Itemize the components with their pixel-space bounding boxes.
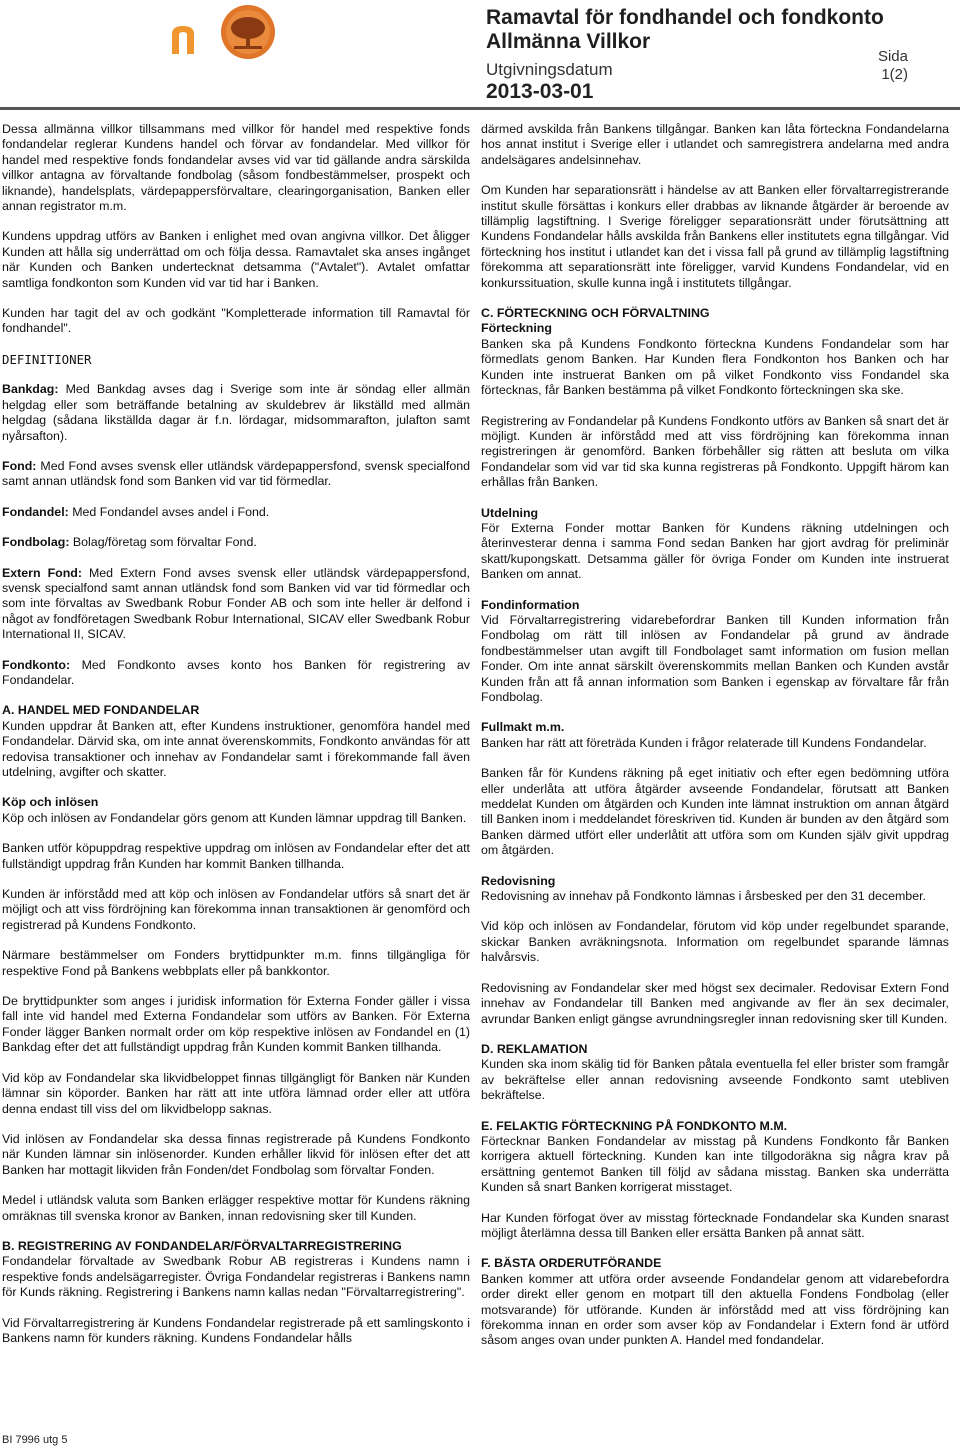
issue-date: 2013-03-01	[486, 80, 594, 103]
bank-n-logo-icon	[170, 24, 196, 54]
definition-term: Fondandel:	[2, 504, 69, 519]
utdelning-heading: Utdelning	[481, 505, 539, 520]
definition-text: Med Fond avses svensk eller utländsk värdepappersfond, svensk specialfond samt annan utländsk fond som Banken vid var tid förmedlar.	[2, 458, 470, 489]
section-b-paragraph: Vid Förvaltarregistrering är Kundens Fondandelar registrerade på ett samlingskonto i Bankens namn för kunders räkning. Kundens Fondandelar hålls	[2, 1315, 470, 1345]
definition-text: Med Fondkonto avses konto hos Banken för registrering av Fondandelar.	[2, 657, 470, 687]
right-column	[481, 122, 949, 1364]
fondinformation-paragraph: Vid Förvaltarregistrering vidarebefordrar Banken till Kunden information från Fondbolag om rätt till inlösen av Fondandelar på grund av ändrade fondbestämmelser utan avgift till Fondbolaget samt information om fusion mellan Fonder. Om inte annat särskilt överenskommits mellan Banken och Kunden avstår Kunden från att få annan information som Banken i egenskap av förvaltare får från Fondbolag.	[481, 612, 949, 704]
separation-paragraph: Om Kunden har separationsrätt i händelse av att Banken eller förvaltarregistrerande institut skulle försättas i konkurs eller drabbas av liknande åtgärder är beroende av tillämplig lagstiftning. I Sverige föreligger separationsrätt under förutsättning att Kundens Fondandelar hålls avskilda från Bankens eller institutets egna tillgångar. Vid förteckning hos institut i utlandet kan det i vissa fall på grund av tillämplig lagstiftning förekomma att separationsrätt inte föreligger, varvid Kundens Fondandelar, vid en konkurssituation, skulle kunna ingå i institutets tillgångar.	[481, 183, 949, 290]
page-header	[0, 0, 960, 108]
section-d-paragraph: Kunden ska inom skälig tid för Banken påtala eventuella fel eller brister som framgår av bekräftelse eller annan redovisning avseende Fondkonto samt utebliven bekräftelse.	[481, 1057, 949, 1103]
fullmakt-paragraph: Banken har rätt att företräda Kunden i frågor relaterade till Kundens Fondandelar.	[481, 735, 927, 750]
buy-sell-paragraph: Köp och inlösen av Fondandelar görs genom att Kunden lämnar uppdrag till Banken.	[2, 810, 467, 825]
buy-sell-paragraph: De bryttidpunkter som anges i juridisk information för Externa Fonder gäller i vissa fall inte vid handel med Externa Fondandelar som utförs av Banken. För Externa Fonder lägger Banken normalt order om köp respektive inlösen av Fondandel en (1) Bankdag efter det att fullständigt uppdrag från Kunden kommit Banken tillhanda.	[2, 994, 470, 1055]
redovisning-paragraph: Vid köp och inlösen av Fondandelar, förutom vid köp under regelbundet sparande, skickar Banken avräkningsnota. Information om regelbundet sparande lämnas halvårsvis.	[481, 919, 949, 965]
definition-fondbolag	[2, 535, 470, 550]
definition-fondkonto	[2, 658, 470, 689]
page-indicator	[878, 48, 908, 84]
fullmakt-heading: Fullmakt m.m.	[481, 720, 565, 735]
buy-sell-heading: Köp och inlösen	[2, 795, 99, 810]
buy-sell-paragraph: Banken utför köpuppdrag respektive uppdrag om inlösen av Fondandelar efter det att fullständigt uppdrag från Kunden har kommit Banken tillhanda.	[2, 841, 470, 871]
section-e-heading: E. FELAKTIG FÖRTECKNING PÅ FONDKONTO M.M.	[481, 1118, 788, 1133]
document-title: Ramavtal för fondhandel och fondkonto	[486, 6, 884, 29]
definition-fondandel	[2, 505, 470, 520]
fullmakt-paragraph: Banken får för Kundens räkning på eget initiativ och efter egen bedömning utföra eller underlåta att utföra åtgärder avseende Fondandelar, förutsatt att Banken meddelat Kunden om åtgärden och Kunden inte lämnat instruktion om annan åtgärd till Banken inom i meddelandet föreskriven tid. Kunden är bunden av den åtgärd som Banken därmed utfört eller underlåtit att utföra som om Kunden själv givit uppdrag om åtgärden.	[481, 766, 949, 858]
page-label: Sida	[877, 48, 908, 65]
document-subtitle: Allmänna Villkor	[486, 30, 651, 53]
definition-term: Fondbolag:	[2, 535, 70, 550]
fondinformation-heading: Fondinformation	[481, 597, 580, 612]
header-divider	[0, 107, 960, 110]
utdelning-paragraph: För Externa Fonder mottar Banken för Kundens räkning utdelningen och återinvesterar denna i samma Fond sedan Banken har gjort avdrag för preliminär skatt/kupongskatt. Detsamma gäller för övriga Fonder om Kunden inte instruerat Banken om annat.	[481, 520, 949, 582]
definition-term: Fondkonto:	[2, 657, 71, 672]
definition-text: Med Extern Fond avses svensk eller utländsk värdepappersfond, svensk specialfond samt annan utländsk fond som Banken vid var tid förmedlar och som inte förvaltas av Swedbank Robur Fonder AB och som inte heller är delfond i något av fondföretagen Swedbank Robur International, SICAV eller Swedbank Robur International II, SICAV.	[2, 565, 470, 642]
buy-sell-paragraph: Medel i utländsk valuta som Banken erlägger respektive mottar för Kundens räkning omräknas till svenska kronor av Banken, innan redovisning sker till Kunden.	[2, 1193, 470, 1223]
forteckning-heading: Förteckning	[481, 321, 552, 336]
assignment-paragraph: Kundens uppdrag utförs av Banken i enlighet med ovan angivna villkor. Det åligger Kunden att hålla sig underrättad om och följa dessa. Ramavtalet ska anses ingånget när Kunden och Banken undertecknat detsamma ("Avtalet"). Avtalet omfattar samtliga fondkonton som Kunden vid var tid har i Banken.	[2, 229, 470, 290]
page-number: 1(2)	[881, 66, 908, 83]
redovisning-paragraph: Redovisning av Fondandelar sker med högst sex decimaler. Redovisar Extern Fond innehav av Fondandelar till Banken med angivande av fler än sex decimaler, avrundar Banken enligt gängse avrundningsregler innan redovisning sker till Kunden.	[481, 980, 949, 1026]
redovisning-heading: Redovisning	[481, 873, 556, 888]
oak-tree-seal-icon	[220, 4, 276, 60]
definition-term: Bankdag:	[2, 382, 59, 397]
definition-text: Med Bankdag avses dag i Sverige som inte är söndag eller allmän helgdag eller som beträffande betalning av skuldebrev är likställd med allmän helgdag (sådana likställda dagar är f.n. lördagar, midsommarafton, julafton samt nyårsafton).	[2, 382, 470, 443]
forteckning-paragraph: Registrering av Fondandelar på Kundens Fondkonto utförs av Banken så snart det är möjligt. Kunden är införstådd med att viss fördröjning kan förekomma innan registreringen är genomförd. Banken förbehåller sig rätten att besluta om vilka Fondandelar som vid var tid ska kunna registreras på Fondkonto. Uppgift härom kan erhållas från Banken.	[481, 413, 949, 490]
section-f-heading: F. BÄSTA ORDERUTFÖRANDE	[481, 1256, 662, 1271]
definition-term: Fond:	[2, 458, 37, 473]
supplementary-paragraph: Kunden har tagit del av och godkänt "Kompletterade information till Ramavtal för fondhandel".	[2, 306, 470, 336]
section-a-heading: A. HANDEL MED FONDANDELAR	[2, 703, 200, 718]
section-a-text: Kunden uppdrar åt Banken att, efter Kundens instruktioner, genomföra handel med Fondandelar. Därvid ska, om inte annat överenskommits, Fondkonto användas för att redovisa transaktioner och innehav av Fondandelar samt i förekommande fall även utdelning, avgifter och skatter.	[2, 718, 470, 779]
buy-sell-paragraph: Vid inlösen av Fondandelar ska dessa finnas registrerade på Kundens Fondkonto när Kunden lämnar sin inlösenorder. Kunden erhåller likvid för inlösen efter det att Banken har mottagit likviden från Fonden/det Fondbolag som förvaltar Fonden.	[2, 1131, 470, 1177]
section-b-heading: B. REGISTRERING AV FONDANDELAR/FÖRVALTARREGISTRERING	[2, 1238, 402, 1253]
form-code: BI 7996 utg 5	[2, 1434, 68, 1446]
intro-paragraph: Dessa allmänna villkor tillsammans med villkor för handel med respektive fonds fondandelar reglerar Kundens handel och förvar av fondandelar. Med villkor för handel med respektive fonds fondandelar avses vid var tid gällande andra särskilda villkor antagna av förvaltande fondbolag (såsom fondbestämmelser, prospekt och liknande), handelsplats, värdepappersförvaltare, clearingorganisation, Banken eller annan registrator m.m.	[2, 122, 470, 214]
section-b-paragraph: Fondandelar förvaltade av Swedbank Robur AB registreras i Kundens namn i respektive fonds andelsägarregister. Övriga Fondandelar registreras i Bankens namn för Kunds räkning. Registrering i Bankens namn kallas nedan "Förvaltarregistrering".	[2, 1254, 470, 1300]
definition-term: Extern Fond:	[2, 565, 82, 580]
buy-sell-paragraph: Vid köp av Fondandelar ska likvidbeloppet finnas tillgängligt för Banken när Kunden lämnar sin köporder. Banken har rätt att inte utföra lämnad order eller att utföra denna endast till viss del om likvidbelopp saknas.	[2, 1070, 470, 1116]
section-e-paragraph: Har Kunden förfogat över av misstag förtecknade Fondandelar ska Kunden snarast möjligt återlämna dessa till Banken eller ersätta Banken på annat sätt.	[481, 1210, 949, 1240]
redovisning-paragraph: Redovisning av innehav på Fondkonto lämnas i årsbesked per den 31 december.	[481, 889, 926, 904]
definition-text: Bolag/företag som förvaltar Fond.	[69, 535, 257, 550]
definition-fond	[2, 459, 470, 490]
buy-sell-paragraph: Kunden är införstådd med att köp och inlösen av Fondandelar utförs så snart det är möjligt och att viss fördröjning kan förekomma innan transaktionen är genomförd och registrerad på Kundens Fondkonto.	[2, 887, 470, 932]
section-e-paragraph: Förtecknar Banken Fondandelar av misstag på Kundens Fondkonto får Banken korrigera aktuell förteckning. Kunden kan inte tillgodoräkna sig några krav på ersättning gentemot Banken till följd av sådana misstag. Banken ska underrätta Kunden så snart Banken korrigerat misstaget.	[481, 1133, 949, 1195]
section-c-heading: C. FÖRTECKNING OCH FÖRVALTNING	[481, 306, 710, 321]
forteckning-paragraph: Banken ska på Kundens Fondkonto förteckna Kundens Fondandelar som har förmedlats genom Banken. Har Kunden flera Fondkonton hos Banken och har Kunden inte instruerat Banken om på vilket Fondkonto viss Fondandel ska förtecknas, får Banken bestämma på vilket Fondkonto förteckningen ska ske.	[481, 336, 949, 398]
issue-date-label: Utgivningsdatum	[486, 60, 613, 79]
definition-extern-fond	[2, 566, 470, 643]
section-d-heading: D. REKLAMATION	[481, 1041, 588, 1056]
left-column	[2, 122, 470, 1361]
definition-text: Med Fondandel avses andel i Fond.	[68, 504, 270, 519]
separation-paragraph: därmed avskilda från Bankens tillgångar. Banken kan låta förteckna Fondandelarna hos annat institut i Sverige eller i utlandet och samregistrera andelarna med andra andelsägares andelsinnehav.	[481, 122, 949, 167]
definitions-heading: DEFINITIONER	[2, 351, 92, 367]
buy-sell-paragraph: Närmare bestämmelser om Fonders bryttidpunkter m.m. finns tillgängliga för respektive Fond på Bankens webbplats eller på bankkontor.	[2, 948, 470, 978]
section-f-paragraph: Banken kommer att utföra order avseende Fondandelar genom att vidarebefordra order direkt eller genom en motpart till den aktuella Fondens Fondbolag (eller motsvarande) för utförande. Kunden är införstådd med att viss fördröjning kan förekomma innan en order som avser köp av Fondandelar i Extern fond är utförd såsom anges ovan under punkten A. Handel med fondandelar.	[481, 1271, 949, 1348]
definition-bankdag	[2, 382, 470, 444]
